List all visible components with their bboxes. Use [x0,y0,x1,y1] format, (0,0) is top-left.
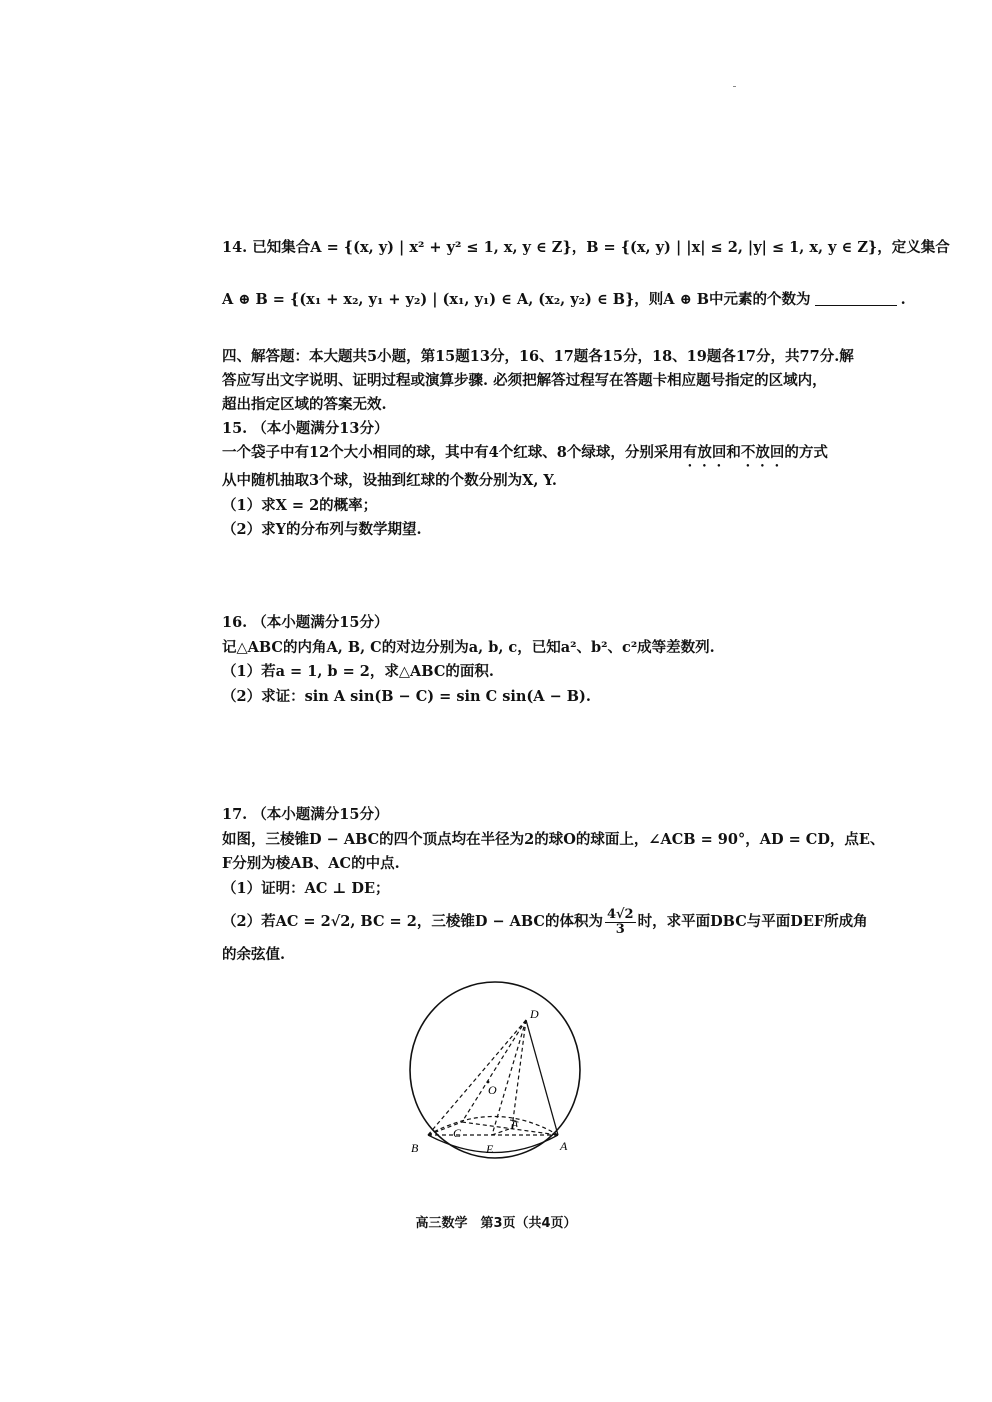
q15-line1-pre: 一个袋子中有12个大小相同的球，其中有4个红球、8个绿球，分别采用 [222,444,683,461]
q17-part2-pre: （2）若AC = 2√2, BC = 2，三棱锥D − ABC的体积为 [222,913,603,930]
q15-part2: （2）求Y的分布列与数学期望. [222,521,422,538]
q15-line1 [222,442,828,470]
q15-emph-without-replacement: 不放回 [740,444,785,461]
q17-part2 [222,906,868,938]
q17-line2: F分别为棱AB、AC的中点. [222,855,400,872]
q15-line2: 从中随机抽取3个球，设抽到红球的个数分别为X, Y. [222,472,557,489]
edge-DF [512,1020,526,1128]
edge-DC [462,1020,526,1122]
q16-header: 16. （本小题满分15分） [222,614,389,631]
scan-speck [733,86,736,87]
label-B: B [411,1141,419,1155]
q17-part1: （1）证明：AC ⊥ DE； [222,880,390,897]
q15-line1-post: 的方式 [784,444,828,461]
fraction-numerator: 4√2 [606,906,634,922]
label-A: A [560,1139,568,1153]
q16-line1: 记△ABC的内角A, B, C的对边分别为a, b, c，已知a²、b²、c²成等差数列. [222,639,715,656]
q14-line2-text: A ⊕ B = {(x₁ + x₂, y₁ + y₂) | (x₁, y₁) ∈ A, (x₂, y₂) ∈ B}，则A ⊕ B中元素的个数为 [222,291,811,308]
label-C: C [453,1126,462,1140]
label-O: O [488,1083,497,1097]
q16-part2: （2）求证：sin A sin(B − C) = sin C sin(A − B). [222,688,591,705]
label-F: F [511,1118,519,1132]
volume-fraction [605,908,636,937]
q17-header: 17. （本小题满分15分） [222,806,389,823]
q15-line1-mid: 和 [726,444,741,461]
q17-last-line: 的余弦值. [222,946,286,963]
q14-line2-end: . [900,291,906,308]
q15-part1: （1）求X = 2的概率； [222,497,378,514]
answer-blank [815,291,897,306]
edge-DA [526,1020,558,1135]
section4-line3: 超出指定区域的答案无效. [222,396,387,413]
sphere-tetrahedron-figure [400,980,590,1160]
label-E: E [486,1142,494,1156]
q14-line1: 14. 已知集合A = {(x, y) | x² + y² ≤ 1, x, y ∈ Z}，B = {(x, y) | |x| ≤ 2, |y| ≤ 1, x, y ∈ Z}，定义集合 [222,239,950,256]
q16-part1: （1）若a = 1, b = 2，求△ABC的面积. [222,663,494,680]
page-footer: 高三数学 第3页（共4页） [415,1216,577,1231]
section4-line2: 答应写出文字说明、证明过程或演算步骤. 必须把解答过程写在答题卡相应题号指定的区域内， [222,372,827,389]
q17-line1: 如图，三棱锥D − ABC的四个顶点均在半径为2的球O的球面上，∠ACB = 90°，AD = CD，点E、 [222,831,885,848]
edge-CA [462,1122,558,1135]
label-D: D [530,1007,539,1021]
q15-header: 15. （本小题满分13分） [222,420,389,437]
figure-svg [400,980,590,1160]
fraction-denominator: 3 [615,921,625,937]
edge-EF [492,1128,512,1135]
section4-line1: 四、解答题：本大题共5小题，第15题13分，16、17题各15分，18、19题各17分，共77分.解 [222,348,854,365]
q14-line2 [222,289,906,311]
q17-part2-post: 时，求平面DBC与平面DEF所成角 [637,913,868,930]
q15-emph-with-replacement: 有放回 [682,444,727,461]
